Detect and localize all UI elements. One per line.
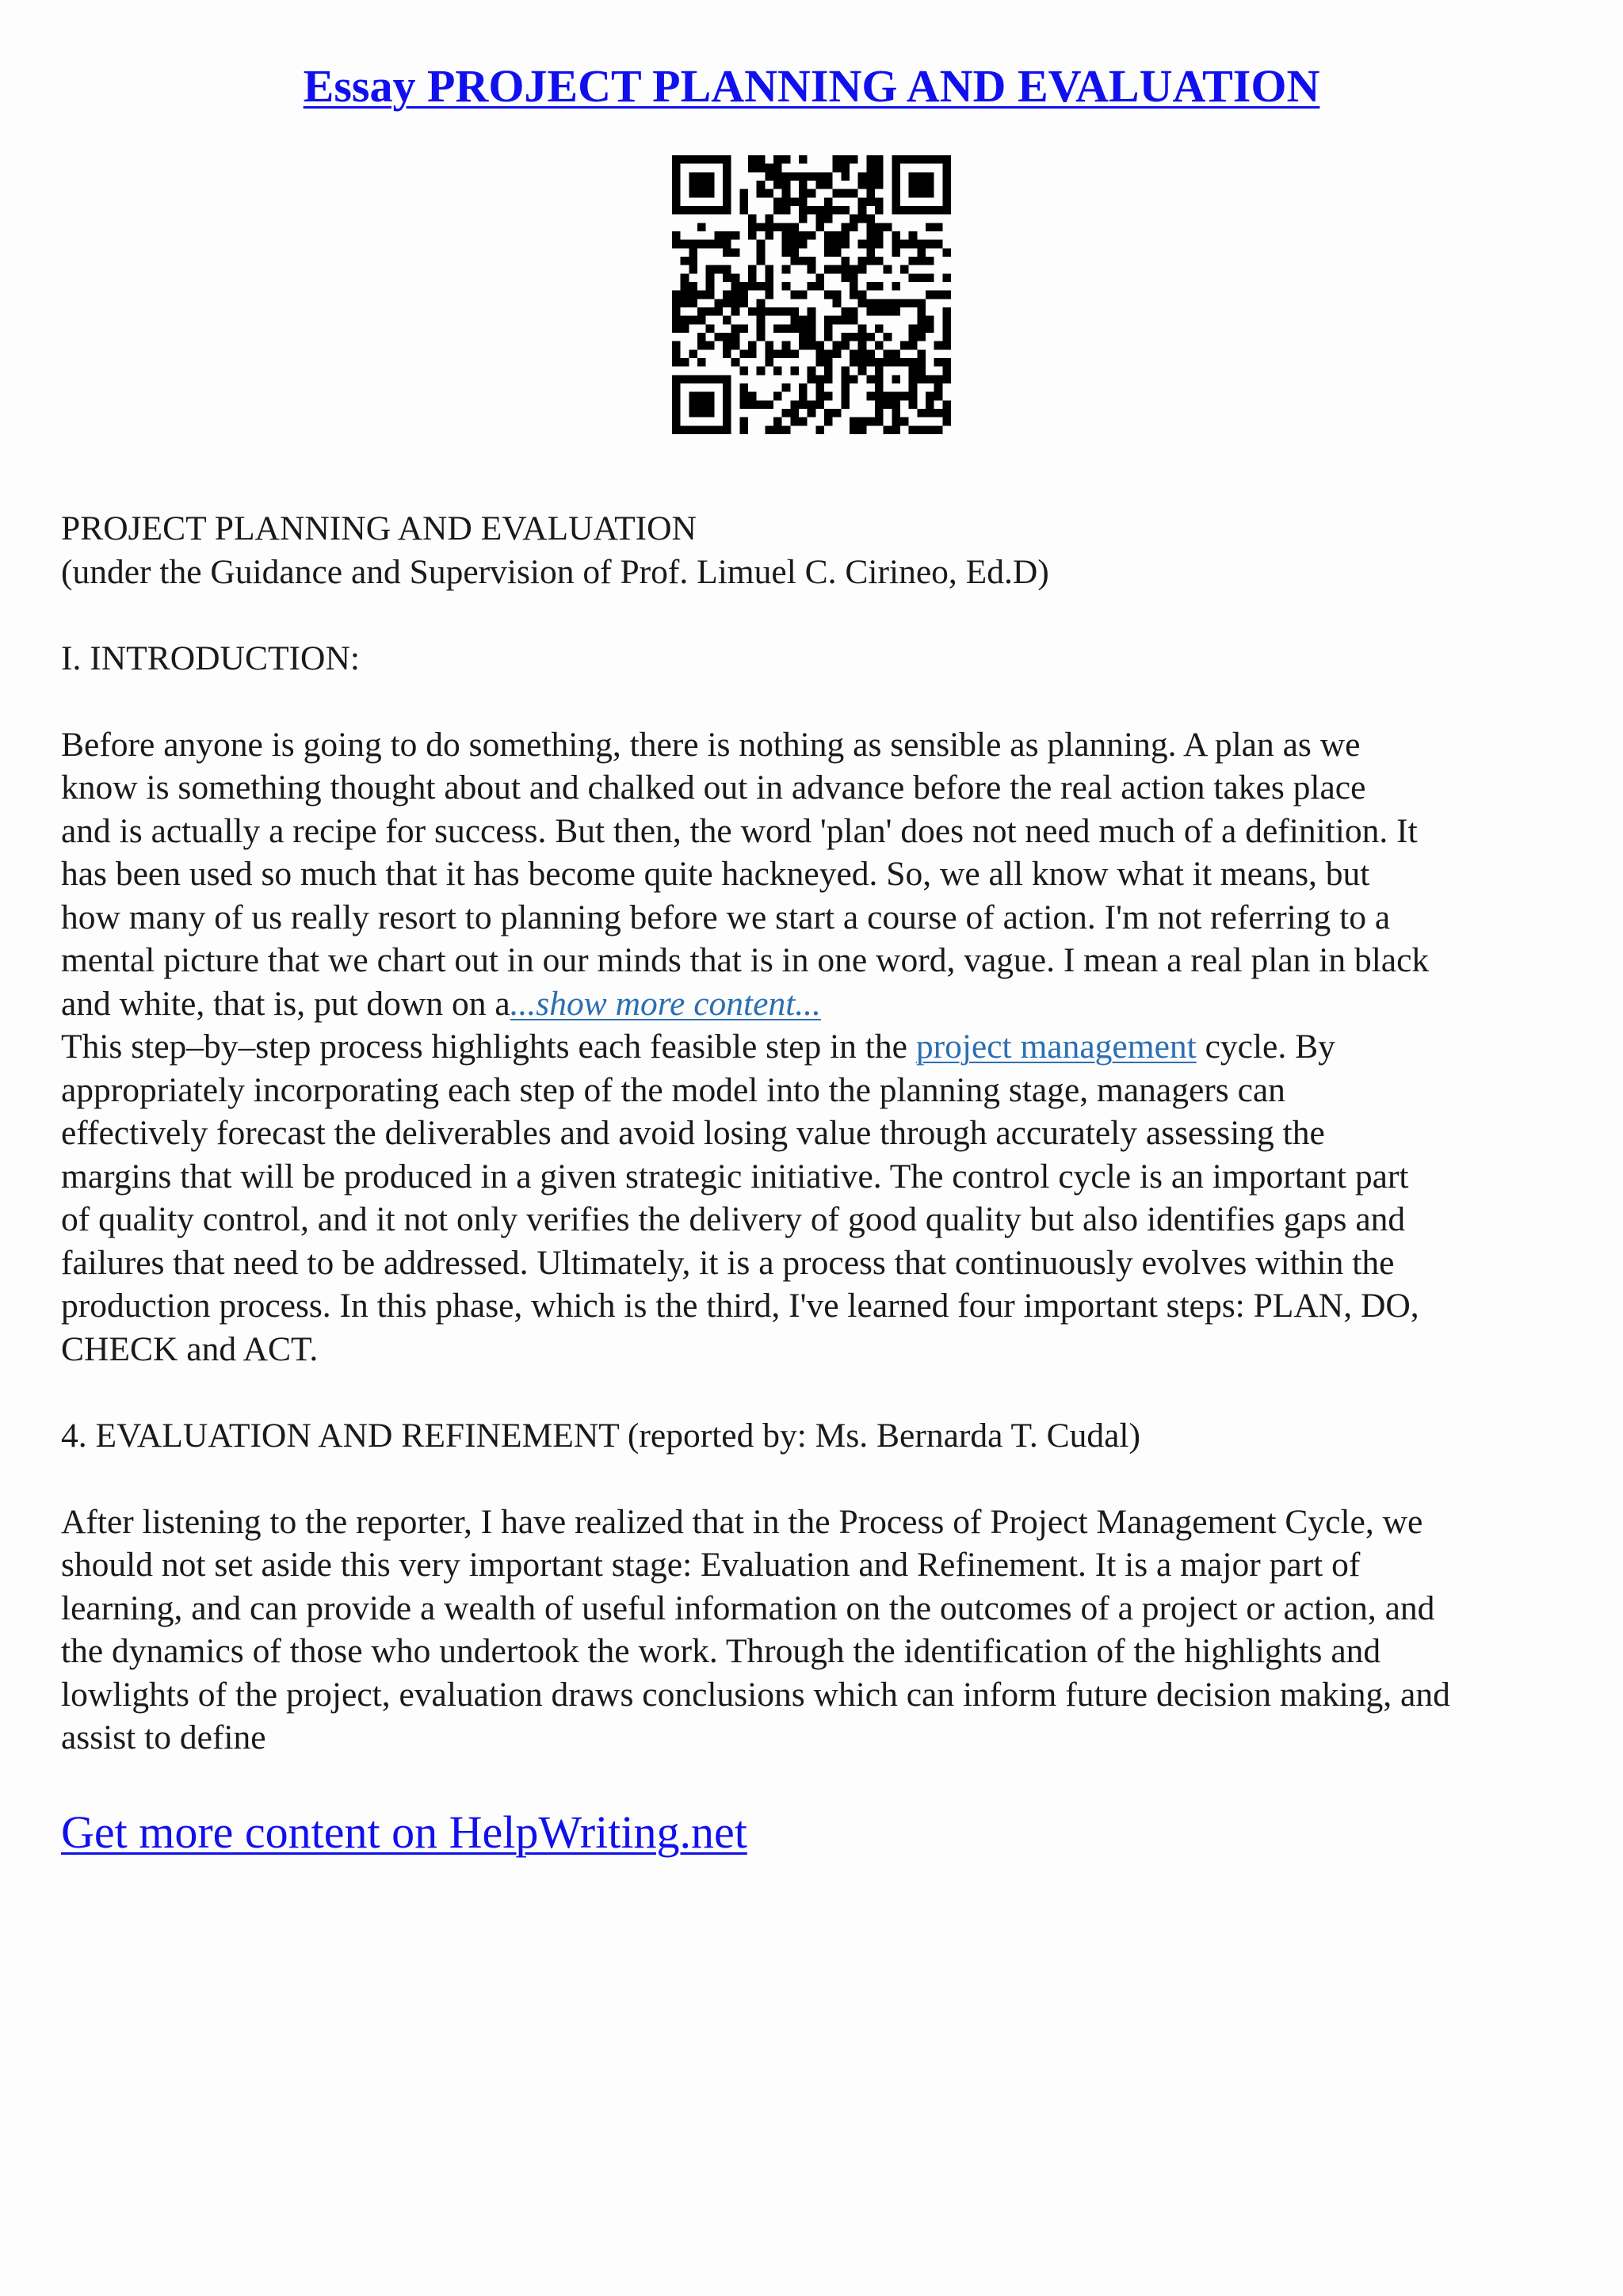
paragraph-line: After listening to the reporter, I have realized that in the Process of Project Management Cycle, we	[61, 1502, 1423, 1541]
paragraph-line: has been used so much that it has become quite hackneyed. So, we all know what it means, but	[61, 855, 1370, 893]
section-title-evaluation: 4. EVALUATION AND REFINEMENT (reported by: Ms. Bernarda T. Cudal)	[61, 1416, 1141, 1455]
document-heading: PROJECT PLANNING AND EVALUATION	[61, 509, 697, 547]
paragraph-line: of quality control, and it not only verifies the delivery of good quality but also identifies gaps and	[61, 1200, 1406, 1238]
project-management-link[interactable]: project management	[915, 1028, 1197, 1066]
paragraph-line: failures that need to be addressed. Ultimately, it is a process that continuously evolves within the	[61, 1243, 1395, 1282]
paragraph-text: and white, that is, put down on a	[61, 984, 510, 1023]
paragraph-line: the dynamics of those who undertook the work. Through the identification of the highlights and	[61, 1632, 1381, 1670]
paragraph-text: This step–by–step process highlights each feasible step in the	[61, 1028, 916, 1066]
paragraph-line: CHECK and ACT.	[61, 1329, 319, 1368]
paragraph-line: mental picture that we chart out in our minds that is in one word, vague. I mean a real plan in black	[61, 941, 1430, 979]
paragraph-line	[61, 982, 1567, 1026]
paragraph-line: margins that will be produced in a given strategic initiative. The control cycle is an important part	[61, 1157, 1409, 1196]
paragraph-line: production process. In this phase, which is the third, I've learned four important steps: PLAN, DO,	[61, 1287, 1419, 1325]
qr-code-icon	[672, 155, 951, 434]
paragraph-line: should not set aside this very important stage: Evaluation and Refinement. It is a major part of	[61, 1546, 1361, 1584]
paragraph-line	[61, 1025, 1567, 1069]
paragraph-line: how many of us really resort to planning before we start a course of action. I'm not referring to a	[61, 898, 1391, 936]
document-subheading: (under the Guidance and Supervision of Prof. Limuel C. Cirineo, Ed.D)	[61, 552, 1049, 591]
paragraph-text: cycle. By	[1196, 1028, 1335, 1066]
get-more-content-link[interactable]: Get more content on HelpWriting.net	[61, 1806, 747, 1858]
title-link[interactable]: Essay PROJECT PLANNING AND EVALUATION	[303, 60, 1320, 112]
essay-body	[61, 507, 1567, 1760]
paragraph-line: lowlights of the project, evaluation draws conclusions which can inform future decision making, and	[61, 1675, 1450, 1714]
section-title-introduction: I. INTRODUCTION:	[61, 639, 360, 677]
paragraph-line: effectively forecast the deliverables and avoid losing value through accurately assessing the	[61, 1114, 1325, 1152]
paragraph-line: and is actually a recipe for success. But then, the word 'plan' does not need much of a definition. It	[61, 811, 1418, 850]
paragraph-line: assist to define	[61, 1718, 266, 1756]
paragraph-line: learning, and can provide a wealth of useful information on the outcomes of a project or action, and	[61, 1589, 1435, 1627]
paragraph-line: Before anyone is going to do something, there is nothing as sensible as planning. A plan as we	[61, 725, 1361, 764]
paragraph-line: know is something thought about and chalked out in advance before the real action takes place	[61, 769, 1366, 807]
footer	[61, 1805, 747, 1860]
paragraph-line: appropriately incorporating each step of the model into the planning stage, managers can	[61, 1070, 1285, 1109]
show-more-link[interactable]: ...show more content...	[510, 984, 821, 1023]
page-title	[0, 59, 1623, 114]
